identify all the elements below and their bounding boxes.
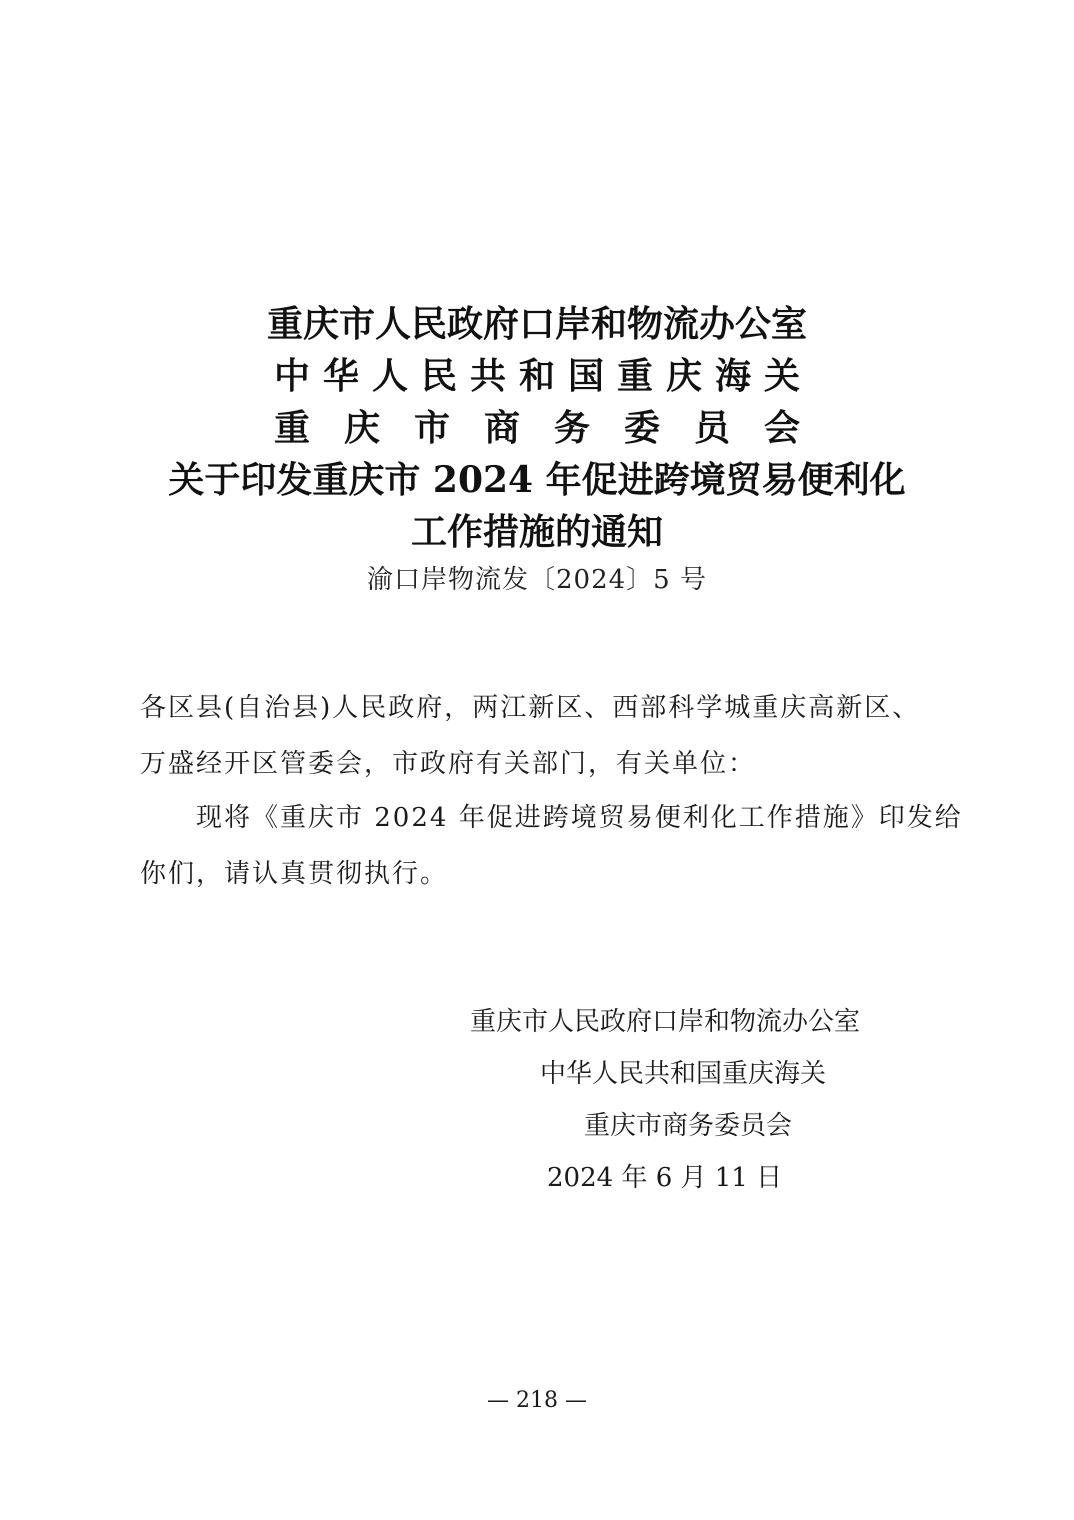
- addressee-line-2: 万盛经开区管委会，市政府有关部门，有关单位：: [140, 749, 757, 779]
- title-issuer-1: 重庆市人民政府口岸和物流办公室: [266, 303, 807, 345]
- signature-date: 2024 年 6 月 11 日: [547, 1163, 783, 1193]
- title-issuer-2: 中华人民共和国重庆海关: [273, 355, 813, 397]
- title-subject-1: 关于印发重庆市 2024 年促进跨境贸易便利化: [168, 459, 906, 501]
- signature-org-1: 重庆市人民政府口岸和物流办公室: [470, 1007, 861, 1037]
- title-subject-2: 工作措施的通知: [410, 511, 663, 553]
- document-number: 渝口岸物流发〔2024〕5 号: [367, 565, 707, 595]
- addressee: [140, 680, 940, 792]
- signature-org-2: 中华人民共和国重庆海关: [540, 1059, 827, 1089]
- body-paragraph: [140, 790, 963, 902]
- signature-org-3: 重庆市商务委员会: [584, 1111, 793, 1141]
- paragraph-line-2: 你们，请认真贯彻执行。: [140, 859, 449, 889]
- addressee-line-1: 各区县(自治县)人民政府，两江新区、西部科学城重庆高新区、: [140, 693, 921, 723]
- title-issuer-3: 重庆市商务委员会: [273, 407, 834, 449]
- paragraph-line-1: 现将《重庆市 2024 年促进跨境贸易便利化工作措施》印发给: [196, 803, 963, 833]
- document-title: [0, 298, 1074, 558]
- page-number: — 218 —: [487, 1388, 587, 1413]
